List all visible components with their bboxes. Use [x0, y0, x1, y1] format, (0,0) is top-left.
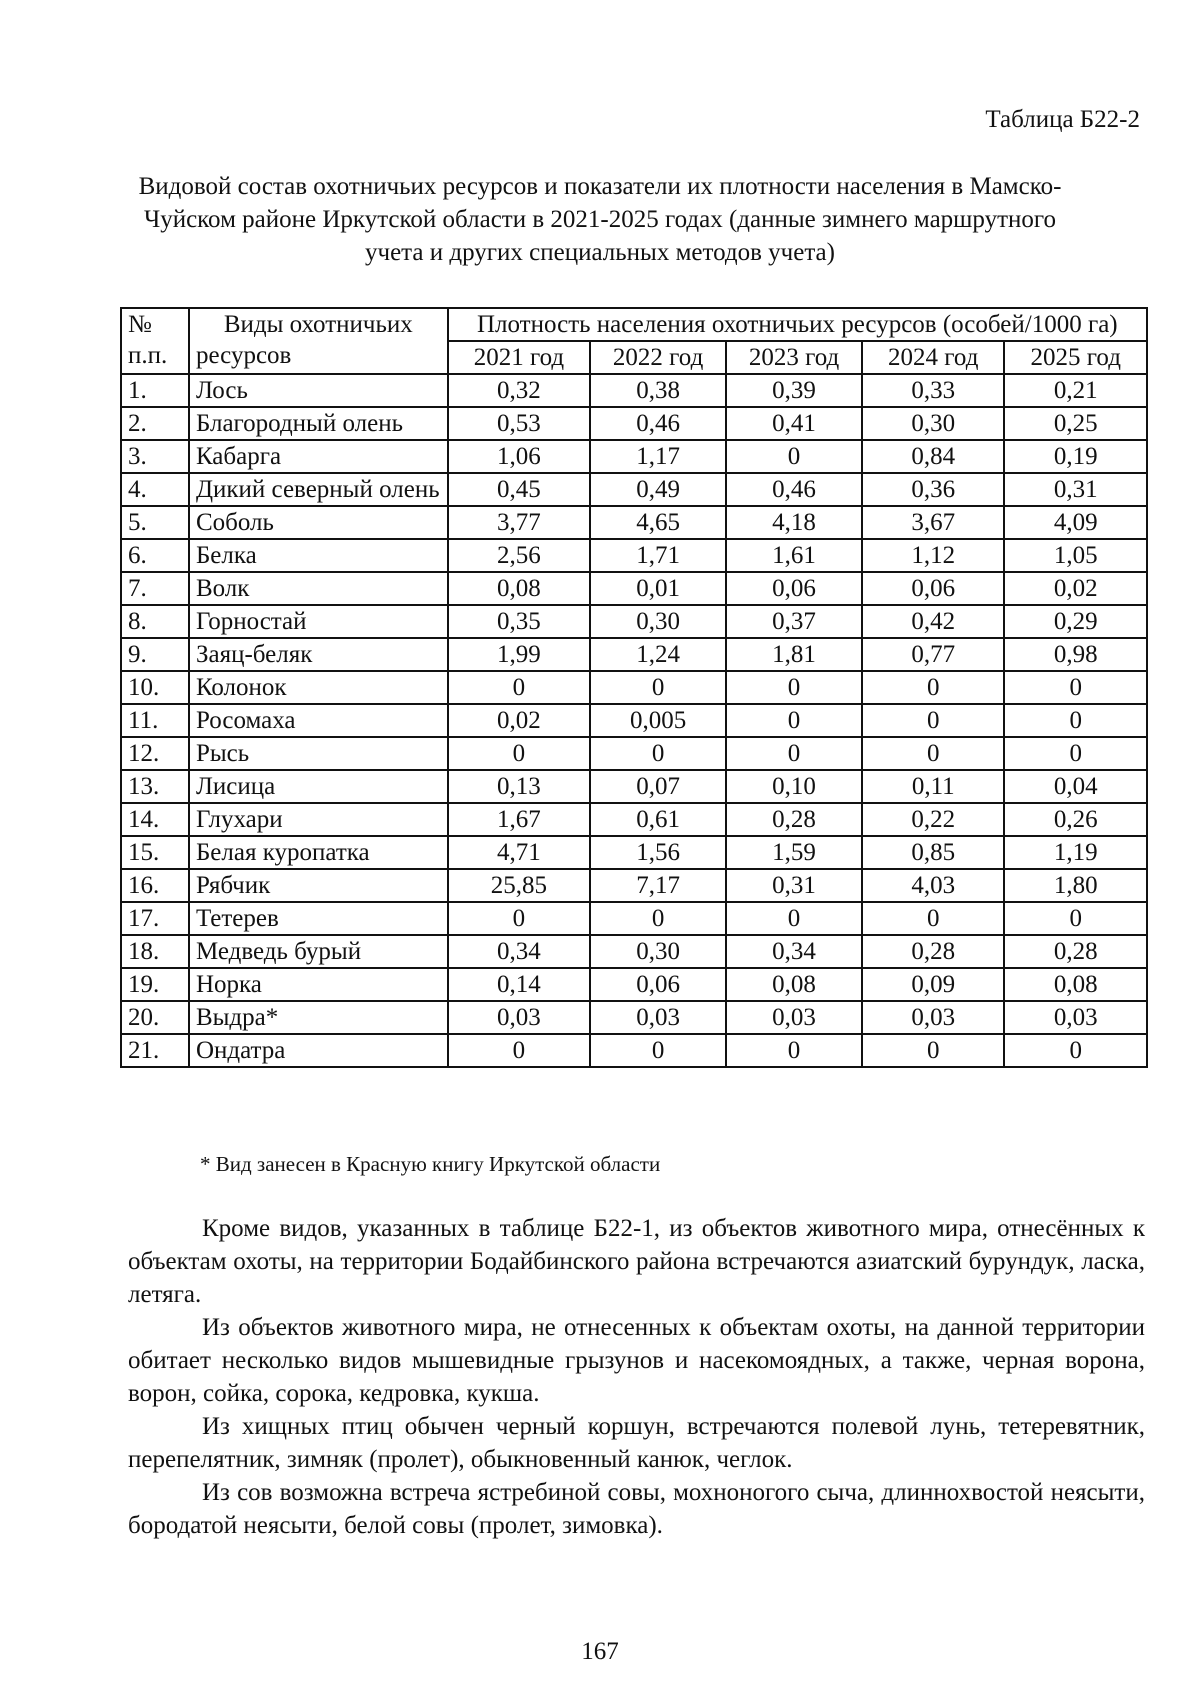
density-value: 0,25 [1004, 407, 1147, 440]
density-value: 0,03 [590, 1001, 726, 1034]
species-name: Тетерев [189, 902, 448, 935]
row-number: 15. [121, 836, 189, 869]
density-value: 4,71 [448, 836, 591, 869]
density-value: 0,38 [590, 374, 726, 407]
density-value: 1,67 [448, 803, 591, 836]
page-number: 167 [581, 1638, 619, 1665]
body-text [128, 1212, 1145, 1542]
table-row [121, 737, 1147, 770]
density-value: 3,77 [448, 506, 591, 539]
density-value: 0,35 [448, 605, 591, 638]
density-value: 0,21 [1004, 374, 1147, 407]
density-value: 25,85 [448, 869, 591, 902]
row-number: 16. [121, 869, 189, 902]
density-value: 0,39 [726, 374, 862, 407]
density-value: 0,08 [726, 968, 862, 1001]
table-row [121, 440, 1147, 473]
header-year: 2021 год [448, 341, 591, 374]
table-footnote: * Вид занесен в Красную книгу Иркутской области [200, 1152, 661, 1176]
header-year: 2025 год [1004, 341, 1147, 374]
density-value: 0 [726, 440, 862, 473]
density-value: 0,03 [448, 1001, 591, 1034]
density-value: 7,17 [590, 869, 726, 902]
density-value: 0 [862, 671, 1005, 704]
density-value: 0,26 [1004, 803, 1147, 836]
density-value: 0 [590, 902, 726, 935]
density-value: 0,28 [862, 935, 1005, 968]
row-number: 3. [121, 440, 189, 473]
density-value: 0,03 [1004, 1001, 1147, 1034]
row-number: 21. [121, 1034, 189, 1067]
density-value: 0,06 [590, 968, 726, 1001]
density-value: 0 [1004, 902, 1147, 935]
species-name: Росомаха [189, 704, 448, 737]
density-value: 0,45 [448, 473, 591, 506]
species-name: Норка [189, 968, 448, 1001]
density-value: 0,77 [862, 638, 1005, 671]
density-value: 0,08 [448, 572, 591, 605]
density-value: 1,17 [590, 440, 726, 473]
density-value: 1,61 [726, 539, 862, 572]
density-value: 0,005 [590, 704, 726, 737]
density-value: 0 [726, 737, 862, 770]
table-row [121, 869, 1147, 902]
row-number: 13. [121, 770, 189, 803]
density-value: 0,31 [1004, 473, 1147, 506]
table-row [121, 638, 1147, 671]
species-name: Лось [189, 374, 448, 407]
density-table [120, 307, 1148, 1068]
density-value: 0,53 [448, 407, 591, 440]
species-name: Волк [189, 572, 448, 605]
table-row [121, 539, 1147, 572]
species-name: Соболь [189, 506, 448, 539]
density-value: 0,04 [1004, 770, 1147, 803]
density-value: 0,07 [590, 770, 726, 803]
density-value: 0 [862, 737, 1005, 770]
header-year: 2024 год [862, 341, 1005, 374]
row-number: 7. [121, 572, 189, 605]
table-row [121, 407, 1147, 440]
species-name: Выдра* [189, 1001, 448, 1034]
table-row [121, 836, 1147, 869]
species-name: Ондатра [189, 1034, 448, 1067]
body-paragraph: Кроме видов, указанных в таблице Б22-1, из объектов животного мира, отнесённых к объектам охоты, на территории Бодайбинского района встречаются азиатский бурундук, ласка, летяга. [128, 1215, 1145, 1308]
row-number: 1. [121, 374, 189, 407]
body-paragraph: Из объектов животного мира, не отнесенных к объектам охоты, на данной территории обитает несколько видов мышевидные грызунов и насекомоядных, а также, черная ворона, ворон, сойка, сорока, кедровка, кукша. [128, 1314, 1145, 1407]
row-number: 14. [121, 803, 189, 836]
density-value: 0,32 [448, 374, 591, 407]
density-value: 0,13 [448, 770, 591, 803]
row-number: 12. [121, 737, 189, 770]
species-name: Белка [189, 539, 448, 572]
table-body [121, 374, 1147, 1067]
density-value: 0 [448, 737, 591, 770]
density-value: 1,71 [590, 539, 726, 572]
species-name: Благородный олень [189, 407, 448, 440]
density-value: 2,56 [448, 539, 591, 572]
table-row [121, 968, 1147, 1001]
density-value: 0 [590, 1034, 726, 1067]
table-row [121, 770, 1147, 803]
density-value: 0,36 [862, 473, 1005, 506]
density-value: 3,67 [862, 506, 1005, 539]
density-value: 0,10 [726, 770, 862, 803]
density-value: 4,09 [1004, 506, 1147, 539]
density-value: 0 [448, 902, 591, 935]
row-number: 20. [121, 1001, 189, 1034]
density-value: 0,19 [1004, 440, 1147, 473]
density-value: 0,41 [726, 407, 862, 440]
density-value: 1,19 [1004, 836, 1147, 869]
density-value: 0 [726, 902, 862, 935]
density-value: 0 [1004, 737, 1147, 770]
density-value: 0 [1004, 671, 1147, 704]
density-value: 0,61 [590, 803, 726, 836]
species-name: Дикий северный олень [189, 473, 448, 506]
row-number: 8. [121, 605, 189, 638]
density-value: 0,31 [726, 869, 862, 902]
species-name: Глухари [189, 803, 448, 836]
table-row [121, 1001, 1147, 1034]
header-num: № п.п. [121, 308, 189, 374]
species-name: Колонок [189, 671, 448, 704]
row-number: 10. [121, 671, 189, 704]
table-row [121, 605, 1147, 638]
row-number: 4. [121, 473, 189, 506]
body-paragraph: Из сов возможна встреча ястребиной совы, мохноногого сыча, длиннохвостой неясыти, бородатой неясыти, белой совы (пролет, зимовка). [128, 1479, 1145, 1539]
row-number: 18. [121, 935, 189, 968]
species-name: Рябчик [189, 869, 448, 902]
density-value: 0,28 [726, 803, 862, 836]
header-density: Плотность населения охотничьих ресурсов (особей/1000 га) [448, 308, 1147, 341]
density-value: 1,12 [862, 539, 1005, 572]
density-value: 1,99 [448, 638, 591, 671]
density-value: 1,06 [448, 440, 591, 473]
table-title: Видовой состав охотничьих ресурсов и показатели их плотности населения в Мамско-Чуйском районе Иркутской области в 2021-2025 годах (данные зимнего маршрутного учета и других специальных методов учета) [138, 173, 1062, 266]
density-value: 1,59 [726, 836, 862, 869]
density-value: 0,02 [448, 704, 591, 737]
species-name: Заяц-беляк [189, 638, 448, 671]
density-value: 0 [590, 671, 726, 704]
density-value: 4,18 [726, 506, 862, 539]
table-row [121, 572, 1147, 605]
density-value: 0,14 [448, 968, 591, 1001]
density-value: 0,06 [726, 572, 862, 605]
table-row [121, 803, 1147, 836]
density-value: 0 [862, 704, 1005, 737]
row-number: 6. [121, 539, 189, 572]
density-value: 0 [726, 704, 862, 737]
density-value: 0,03 [726, 1001, 862, 1034]
density-value: 0,37 [726, 605, 862, 638]
density-value: 0,34 [726, 935, 862, 968]
header-species: Виды охотничьих ресурсов [189, 308, 448, 374]
density-value: 0 [862, 902, 1005, 935]
body-paragraph: Из хищных птиц обычен черный коршун, встречаются полевой лунь, тетеревятник, перепелятник, зимняк (пролет), обыкновенный канюк, чеглок. [128, 1413, 1145, 1473]
density-value: 1,05 [1004, 539, 1147, 572]
table-row [121, 671, 1147, 704]
density-value: 0,01 [590, 572, 726, 605]
table-label: Таблица Б22-2 [985, 106, 1140, 133]
density-value: 0 [1004, 1034, 1147, 1067]
density-value: 1,24 [590, 638, 726, 671]
density-value: 0,09 [862, 968, 1005, 1001]
density-value: 0 [1004, 704, 1147, 737]
density-value: 0 [590, 737, 726, 770]
row-number: 17. [121, 902, 189, 935]
table-row [121, 374, 1147, 407]
table-row [121, 902, 1147, 935]
density-value: 0,49 [590, 473, 726, 506]
density-value: 1,81 [726, 638, 862, 671]
row-number: 2. [121, 407, 189, 440]
table-row [121, 473, 1147, 506]
species-name: Кабарга [189, 440, 448, 473]
density-value: 1,80 [1004, 869, 1147, 902]
density-value: 0,85 [862, 836, 1005, 869]
density-value: 0,08 [1004, 968, 1147, 1001]
density-value: 0,22 [862, 803, 1005, 836]
header-year: 2023 год [726, 341, 862, 374]
density-value: 0,02 [1004, 572, 1147, 605]
density-value: 0,11 [862, 770, 1005, 803]
row-number: 19. [121, 968, 189, 1001]
species-name: Горностай [189, 605, 448, 638]
species-name: Медведь бурый [189, 935, 448, 968]
table-header-row [121, 308, 1147, 341]
density-value: 4,65 [590, 506, 726, 539]
density-value: 0,42 [862, 605, 1005, 638]
density-value: 0 [448, 1034, 591, 1067]
density-value: 0,33 [862, 374, 1005, 407]
density-value: 0,29 [1004, 605, 1147, 638]
density-value: 1,56 [590, 836, 726, 869]
density-value: 0,46 [590, 407, 726, 440]
species-name: Лисица [189, 770, 448, 803]
density-value: 0 [726, 671, 862, 704]
density-value: 0,30 [590, 605, 726, 638]
header-year: 2022 год [590, 341, 726, 374]
density-value: 0 [862, 1034, 1005, 1067]
species-name: Белая куропатка [189, 836, 448, 869]
density-value: 0 [448, 671, 591, 704]
row-number: 5. [121, 506, 189, 539]
density-value: 0 [726, 1034, 862, 1067]
density-value: 0,28 [1004, 935, 1147, 968]
density-value: 0,34 [448, 935, 591, 968]
density-value: 0,30 [862, 407, 1005, 440]
density-value: 0,46 [726, 473, 862, 506]
density-value: 0,84 [862, 440, 1005, 473]
table-row [121, 935, 1147, 968]
density-value: 4,03 [862, 869, 1005, 902]
table-row [121, 1034, 1147, 1067]
density-value: 0,30 [590, 935, 726, 968]
density-value: 0,98 [1004, 638, 1147, 671]
density-value: 0,06 [862, 572, 1005, 605]
table-row [121, 704, 1147, 737]
species-name: Рысь [189, 737, 448, 770]
row-number: 11. [121, 704, 189, 737]
density-value: 0,03 [862, 1001, 1005, 1034]
row-number: 9. [121, 638, 189, 671]
table-row [121, 506, 1147, 539]
